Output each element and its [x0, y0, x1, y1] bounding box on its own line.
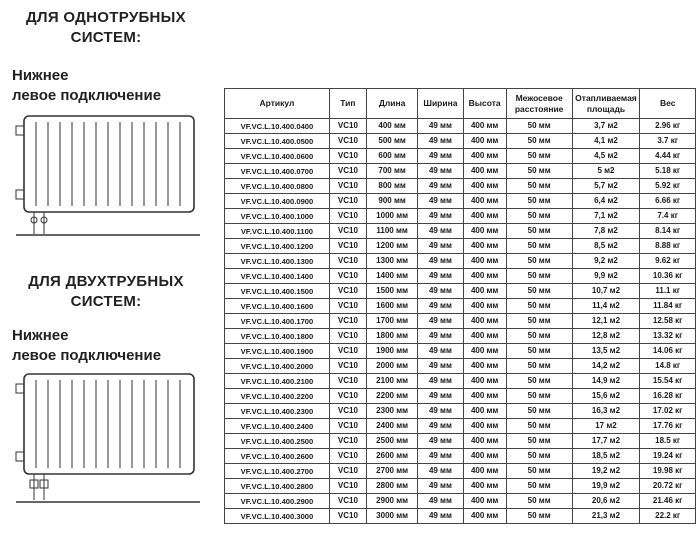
table-cell: 400 мм: [463, 389, 506, 404]
table-cell: 49 мм: [418, 134, 463, 149]
table-cell: VC10: [329, 509, 366, 524]
table-cell: 400 мм: [463, 344, 506, 359]
table-cell: 22.2 кг: [640, 509, 696, 524]
table-row: [225, 149, 696, 164]
table-cell: 50 мм: [506, 434, 572, 449]
section-title-one-pipe: [6, 8, 206, 49]
subtitle-two-pipe: [12, 326, 222, 365]
table-cell: VF.VC.L.10.400.2500: [225, 434, 330, 449]
table-cell: 19.98 кг: [640, 464, 696, 479]
table-cell: VC10: [329, 284, 366, 299]
table-cell: 400 мм: [463, 224, 506, 239]
table-cell: VF.VC.L.10.400.2300: [225, 404, 330, 419]
header-width: Ширина: [418, 89, 463, 119]
table-cell: VF.VC.L.10.400.0600: [225, 149, 330, 164]
table-cell: 400 мм: [463, 164, 506, 179]
table-cell: 400 мм: [463, 209, 506, 224]
table-cell: 20,6 м2: [572, 494, 640, 509]
table-cell: 50 мм: [506, 149, 572, 164]
table-cell: 50 мм: [506, 374, 572, 389]
table-cell: 400 мм: [463, 179, 506, 194]
table-cell: 50 мм: [506, 239, 572, 254]
table-cell: 11.1 кг: [640, 284, 696, 299]
table-cell: 49 мм: [418, 509, 463, 524]
table-row: [225, 374, 696, 389]
table-cell: 49 мм: [418, 209, 463, 224]
table-cell: VF.VC.L.10.400.0800: [225, 179, 330, 194]
table-cell: 5 м2: [572, 164, 640, 179]
table-cell: 400 мм: [463, 464, 506, 479]
table-cell: 10,7 м2: [572, 284, 640, 299]
table-cell: 2600 мм: [366, 449, 417, 464]
radiator-diagram-two-pipe: [10, 366, 206, 521]
table-cell: 13.32 кг: [640, 329, 696, 344]
table-cell: 400 мм: [463, 134, 506, 149]
table-cell: 14.06 кг: [640, 344, 696, 359]
table-cell: 50 мм: [506, 449, 572, 464]
subtitle-line: Нижнее: [12, 327, 69, 344]
table-cell: 400 мм: [463, 284, 506, 299]
table-cell: 10.36 кг: [640, 269, 696, 284]
table-cell: 400 мм: [366, 119, 417, 134]
table-body: [225, 119, 696, 524]
table-cell: 21,3 м2: [572, 509, 640, 524]
table-cell: VC10: [329, 329, 366, 344]
subtitle-line: левое подключение: [12, 346, 162, 364]
table-cell: 400 мм: [463, 239, 506, 254]
table-cell: VF.VC.L.10.400.3000: [225, 509, 330, 524]
table-row: [225, 494, 696, 509]
table-cell: 9.62 кг: [640, 254, 696, 269]
table-cell: 1700 мм: [366, 314, 417, 329]
table-cell: 49 мм: [418, 329, 463, 344]
table-cell: 50 мм: [506, 119, 572, 134]
table-cell: 50 мм: [506, 224, 572, 239]
table-row: [225, 344, 696, 359]
table-cell: 400 мм: [463, 314, 506, 329]
table-cell: VF.VC.L.10.400.0900: [225, 194, 330, 209]
table-row: [225, 389, 696, 404]
radiator-icon: [10, 108, 206, 248]
table-cell: 49 мм: [418, 449, 463, 464]
table-cell: 4.44 кг: [640, 149, 696, 164]
table-cell: 12,8 м2: [572, 329, 640, 344]
table-cell: 400 мм: [463, 509, 506, 524]
table-row: [225, 164, 696, 179]
section-title-two-pipe: [6, 272, 206, 313]
table-cell: 600 мм: [366, 149, 417, 164]
table-cell: 2.96 кг: [640, 119, 696, 134]
table-cell: 50 мм: [506, 479, 572, 494]
table-cell: 400 мм: [463, 329, 506, 344]
table-cell: 50 мм: [506, 254, 572, 269]
header-article: Артикул: [225, 89, 330, 119]
table-cell: VC10: [329, 389, 366, 404]
table-cell: 17.76 кг: [640, 419, 696, 434]
table-cell: 400 мм: [463, 449, 506, 464]
left-panel: [0, 0, 222, 535]
table-cell: VC10: [329, 374, 366, 389]
table-cell: 1500 мм: [366, 284, 417, 299]
table-cell: 17.02 кг: [640, 404, 696, 419]
table-cell: VC10: [329, 419, 366, 434]
table-cell: 900 мм: [366, 194, 417, 209]
table-cell: 50 мм: [506, 329, 572, 344]
table-header-row: [225, 89, 696, 119]
table-cell: 5,7 м2: [572, 179, 640, 194]
table-cell: 49 мм: [418, 389, 463, 404]
title-line: ДЛЯ ДВУХТРУБНЫХ: [28, 273, 184, 290]
table-cell: 6.66 кг: [640, 194, 696, 209]
table-cell: 3,7 м2: [572, 119, 640, 134]
table-cell: 50 мм: [506, 419, 572, 434]
table-cell: VC10: [329, 314, 366, 329]
table-cell: 700 мм: [366, 164, 417, 179]
table-cell: 49 мм: [418, 359, 463, 374]
table-cell: 7.4 кг: [640, 209, 696, 224]
table-cell: 500 мм: [366, 134, 417, 149]
table-cell: 400 мм: [463, 269, 506, 284]
table-cell: VC10: [329, 179, 366, 194]
table-cell: VF.VC.L.10.400.1100: [225, 224, 330, 239]
table-cell: 15,6 м2: [572, 389, 640, 404]
table-cell: VC10: [329, 224, 366, 239]
table-row: [225, 404, 696, 419]
table-cell: 19,9 м2: [572, 479, 640, 494]
table-cell: 21.46 кг: [640, 494, 696, 509]
table-cell: VF.VC.L.10.400.1800: [225, 329, 330, 344]
table-row: [225, 224, 696, 239]
table-cell: VF.VC.L.10.400.0500: [225, 134, 330, 149]
table-cell: 11.84 кг: [640, 299, 696, 314]
table-row: [225, 479, 696, 494]
table-cell: VF.VC.L.10.400.1400: [225, 269, 330, 284]
table-cell: VC10: [329, 434, 366, 449]
header-type: Тип: [329, 89, 366, 119]
header-weight: Вес: [640, 89, 696, 119]
header-height: Высота: [463, 89, 506, 119]
table-cell: 9,9 м2: [572, 269, 640, 284]
table-cell: VC10: [329, 299, 366, 314]
table-cell: 49 мм: [418, 179, 463, 194]
table-cell: 1000 мм: [366, 209, 417, 224]
table-cell: VC10: [329, 164, 366, 179]
spec-table: [224, 88, 696, 524]
table-cell: 49 мм: [418, 164, 463, 179]
table-cell: VF.VC.L.10.400.2900: [225, 494, 330, 509]
table-cell: 50 мм: [506, 209, 572, 224]
table-cell: 11,4 м2: [572, 299, 640, 314]
table-cell: 20.72 кг: [640, 479, 696, 494]
table-cell: 49 мм: [418, 494, 463, 509]
table-cell: 49 мм: [418, 224, 463, 239]
table-cell: 1400 мм: [366, 269, 417, 284]
table-cell: VC10: [329, 449, 366, 464]
table-row: [225, 419, 696, 434]
table-cell: 18,5 м2: [572, 449, 640, 464]
table-cell: VF.VC.L.10.400.2200: [225, 389, 330, 404]
table-cell: 2500 мм: [366, 434, 417, 449]
table-cell: 8.14 кг: [640, 224, 696, 239]
table-cell: 50 мм: [506, 389, 572, 404]
table-cell: 1100 мм: [366, 224, 417, 239]
table-row: [225, 329, 696, 344]
table-cell: 7,8 м2: [572, 224, 640, 239]
table-cell: VC10: [329, 239, 366, 254]
table-cell: VF.VC.L.10.400.1900: [225, 344, 330, 359]
table-cell: 5.92 кг: [640, 179, 696, 194]
table-row: [225, 299, 696, 314]
table-cell: 15.54 кг: [640, 374, 696, 389]
table-cell: 50 мм: [506, 404, 572, 419]
table-row: [225, 359, 696, 374]
table-cell: 3.7 кг: [640, 134, 696, 149]
table-cell: 49 мм: [418, 419, 463, 434]
table-cell: VC10: [329, 404, 366, 419]
table-cell: 49 мм: [418, 434, 463, 449]
table-cell: 50 мм: [506, 164, 572, 179]
table-cell: 1600 мм: [366, 299, 417, 314]
table-cell: 14.8 кг: [640, 359, 696, 374]
table-cell: 49 мм: [418, 254, 463, 269]
table-cell: 50 мм: [506, 284, 572, 299]
header-length: Длина: [366, 89, 417, 119]
subtitle-line: левое подключение: [12, 86, 162, 104]
table-row: [225, 284, 696, 299]
table-cell: 2400 мм: [366, 419, 417, 434]
table-row: [225, 239, 696, 254]
table-row: [225, 269, 696, 284]
table-cell: VC10: [329, 149, 366, 164]
header-axle-distance: Межосевое расстояние: [506, 89, 572, 119]
table-cell: 18.5 кг: [640, 434, 696, 449]
table-cell: 6,4 м2: [572, 194, 640, 209]
radiator-icon: [10, 366, 206, 516]
table-cell: VF.VC.L.10.400.1700: [225, 314, 330, 329]
table-row: [225, 434, 696, 449]
table-cell: VF.VC.L.10.400.1000: [225, 209, 330, 224]
table-cell: 7,1 м2: [572, 209, 640, 224]
table-cell: 50 мм: [506, 509, 572, 524]
table-cell: 12,1 м2: [572, 314, 640, 329]
table-row: [225, 179, 696, 194]
table-row: [225, 119, 696, 134]
table-cell: 49 мм: [418, 119, 463, 134]
table-row: [225, 464, 696, 479]
table-cell: 50 мм: [506, 179, 572, 194]
table-cell: 14,9 м2: [572, 374, 640, 389]
title-line: СИСТЕМ:: [70, 293, 142, 311]
table-cell: 2100 мм: [366, 374, 417, 389]
table-row: [225, 449, 696, 464]
table-cell: 49 мм: [418, 344, 463, 359]
table-cell: 9,2 м2: [572, 254, 640, 269]
table-cell: 400 мм: [463, 254, 506, 269]
spec-table-container: [224, 88, 696, 524]
table-cell: 50 мм: [506, 314, 572, 329]
table-cell: 50 мм: [506, 359, 572, 374]
table-cell: 4,5 м2: [572, 149, 640, 164]
table-cell: VC10: [329, 464, 366, 479]
table-cell: 50 мм: [506, 269, 572, 284]
table-cell: 17,7 м2: [572, 434, 640, 449]
table-cell: 50 мм: [506, 344, 572, 359]
table-cell: 50 мм: [506, 134, 572, 149]
table-row: [225, 209, 696, 224]
table-cell: VC10: [329, 209, 366, 224]
table-cell: VC10: [329, 359, 366, 374]
table-cell: VF.VC.L.10.400.1500: [225, 284, 330, 299]
table-cell: VF.VC.L.10.400.2400: [225, 419, 330, 434]
table-row: [225, 314, 696, 329]
table-cell: 49 мм: [418, 239, 463, 254]
table-cell: 17 м2: [572, 419, 640, 434]
table-cell: 2700 мм: [366, 464, 417, 479]
title-line: ДЛЯ ОДНОТРУБНЫХ: [26, 9, 186, 26]
table-cell: 5.18 кг: [640, 164, 696, 179]
header-heated-area: Отапливаемая площадь: [572, 89, 640, 119]
table-cell: 3000 мм: [366, 509, 417, 524]
table-cell: 400 мм: [463, 419, 506, 434]
table-cell: 400 мм: [463, 479, 506, 494]
title-line: СИСТЕМ:: [70, 29, 142, 47]
table-cell: 19.24 кг: [640, 449, 696, 464]
table-cell: VF.VC.L.10.400.2700: [225, 464, 330, 479]
table-cell: 800 мм: [366, 179, 417, 194]
table-cell: 400 мм: [463, 404, 506, 419]
table-cell: 13,5 м2: [572, 344, 640, 359]
table-cell: 49 мм: [418, 269, 463, 284]
table-cell: 14,2 м2: [572, 359, 640, 374]
table-cell: VC10: [329, 269, 366, 284]
table-cell: 49 мм: [418, 299, 463, 314]
table-cell: 2000 мм: [366, 359, 417, 374]
table-cell: 1200 мм: [366, 239, 417, 254]
table-cell: 49 мм: [418, 314, 463, 329]
table-cell: 50 мм: [506, 464, 572, 479]
table-cell: VF.VC.L.10.400.1300: [225, 254, 330, 269]
subtitle-line: Нижнее: [12, 67, 69, 84]
table-cell: VC10: [329, 479, 366, 494]
table-cell: VC10: [329, 194, 366, 209]
table-cell: 50 мм: [506, 299, 572, 314]
table-row: [225, 194, 696, 209]
table-cell: 49 мм: [418, 374, 463, 389]
table-row: [225, 134, 696, 149]
table-cell: 4,1 м2: [572, 134, 640, 149]
table-cell: 16.28 кг: [640, 389, 696, 404]
table-cell: 49 мм: [418, 404, 463, 419]
table-row: [225, 509, 696, 524]
radiator-diagram-one-pipe: [10, 108, 206, 253]
table-cell: 49 мм: [418, 464, 463, 479]
table-cell: 400 мм: [463, 374, 506, 389]
table-cell: 49 мм: [418, 149, 463, 164]
table-cell: VF.VC.L.10.400.1600: [225, 299, 330, 314]
subtitle-one-pipe: [12, 66, 222, 105]
table-cell: 1900 мм: [366, 344, 417, 359]
table-cell: 2300 мм: [366, 404, 417, 419]
table-cell: 1300 мм: [366, 254, 417, 269]
table-cell: 50 мм: [506, 194, 572, 209]
table-row: [225, 254, 696, 269]
table-cell: 2800 мм: [366, 479, 417, 494]
table-cell: VF.VC.L.10.400.0700: [225, 164, 330, 179]
table-cell: 400 мм: [463, 149, 506, 164]
table-cell: VC10: [329, 254, 366, 269]
table-cell: 2900 мм: [366, 494, 417, 509]
table-cell: 400 мм: [463, 434, 506, 449]
table-cell: 12.58 кг: [640, 314, 696, 329]
table-cell: 49 мм: [418, 479, 463, 494]
table-cell: 19,2 м2: [572, 464, 640, 479]
table-cell: VC10: [329, 344, 366, 359]
table-cell: 49 мм: [418, 284, 463, 299]
table-cell: 8.88 кг: [640, 239, 696, 254]
table-cell: VF.VC.L.10.400.2000: [225, 359, 330, 374]
table-cell: 400 мм: [463, 494, 506, 509]
table-cell: 50 мм: [506, 494, 572, 509]
table-cell: 1800 мм: [366, 329, 417, 344]
table-cell: VF.VC.L.10.400.2600: [225, 449, 330, 464]
table-cell: VF.VC.L.10.400.0400: [225, 119, 330, 134]
table-cell: 8,5 м2: [572, 239, 640, 254]
table-cell: VF.VC.L.10.400.2100: [225, 374, 330, 389]
table-cell: VC10: [329, 119, 366, 134]
table-cell: 400 мм: [463, 119, 506, 134]
table-cell: VF.VC.L.10.400.2800: [225, 479, 330, 494]
table-cell: 400 мм: [463, 299, 506, 314]
table-cell: VC10: [329, 494, 366, 509]
table-cell: VC10: [329, 134, 366, 149]
table-cell: 49 мм: [418, 194, 463, 209]
table-cell: 400 мм: [463, 359, 506, 374]
table-cell: 2200 мм: [366, 389, 417, 404]
table-cell: 16,3 м2: [572, 404, 640, 419]
table-cell: 400 мм: [463, 194, 506, 209]
table-cell: VF.VC.L.10.400.1200: [225, 239, 330, 254]
